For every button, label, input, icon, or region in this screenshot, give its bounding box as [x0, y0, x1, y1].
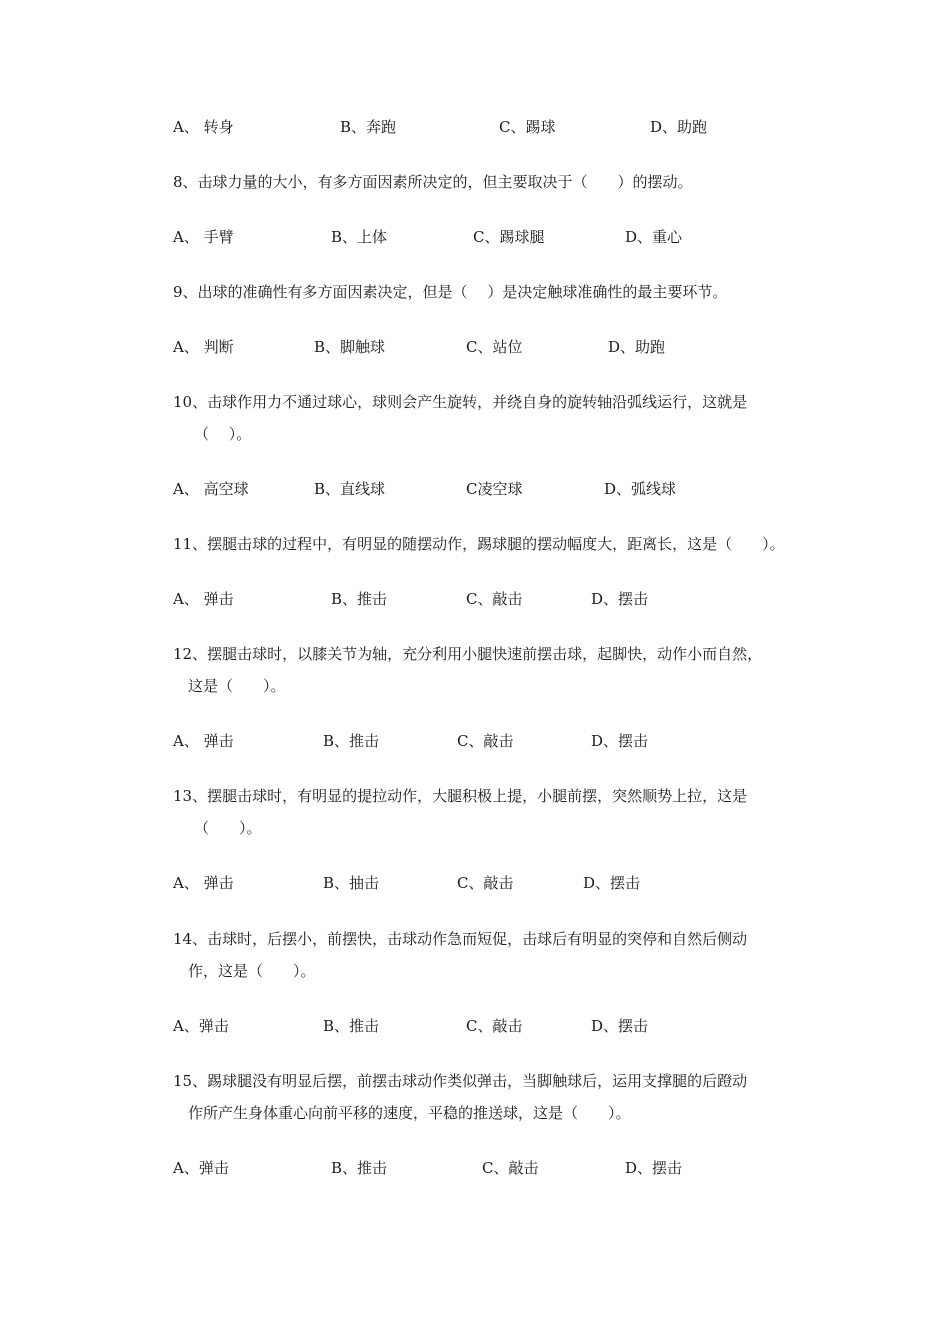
q13-option-a: A、 弹击 [173, 874, 234, 892]
q9-option-b: B、脚触球 [314, 338, 386, 356]
q11-stem: 11、摆腿击球的过程中，有明显的随摆动作，踢球腿的摆动幅度大，距离长，这是（ ）。 [173, 535, 785, 553]
q13-stem-line-1: 13、摆腿击球时，有明显的提拉动作，大腿积极上提，小腿前摆，突然顺势上拉，这是 [173, 787, 748, 805]
q8-option-b: B、上体 [331, 228, 388, 246]
q10-option-a: A、 高空球 [173, 480, 249, 498]
q10-option-b: B、直线球 [314, 480, 386, 498]
q9-option-d: D、助跑 [608, 338, 666, 356]
q12-stem-line-1: 12、摆腿击球时，以膝关节为轴，充分利用小腿快速前摆击球，起脚快，动作小而自然， [173, 645, 763, 663]
q7-option-d: D、助跑 [650, 118, 708, 136]
q12-option-a: A、 弹击 [173, 732, 234, 750]
q14-option-c: C、敲击 [466, 1017, 523, 1035]
q13-option-d: D、摆击 [583, 874, 641, 892]
q14-stem-line-2: 作，这是（ ）。 [188, 962, 316, 980]
q11-option-a: A、 弹击 [173, 590, 234, 608]
q14-option-d: D、摆击 [591, 1017, 649, 1035]
q9-stem: 9、出球的准确性有多方面因素决定，但是（ ）是决定触球准确性的最主要环节。 [173, 283, 728, 301]
q15-option-a: A、弹击 [173, 1159, 229, 1177]
q15-option-b: B、推击 [331, 1159, 388, 1177]
q9-option-c: C、站位 [466, 338, 523, 356]
q13-option-b: B、抽击 [323, 874, 380, 892]
q8-option-c: C、踢球腿 [473, 228, 545, 246]
q10-option-c: C凌空球 [466, 480, 523, 498]
q13-option-c: C、敲击 [457, 874, 514, 892]
q12-option-d: D、摆击 [591, 732, 649, 750]
q7-option-c: C、踢球 [499, 118, 556, 136]
q10-stem-line-2: （ ）。 [194, 425, 252, 443]
q9-option-a: A、 判断 [173, 338, 234, 356]
q12-option-b: B、推击 [323, 732, 380, 750]
q11-option-b: B、推击 [331, 590, 388, 608]
q15-option-c: C、敲击 [482, 1159, 539, 1177]
q10-stem-line-1: 10、击球作用力不通过球心，球则会产生旋转，并绕自身的旋转轴沿弧线运行，这就是 [173, 393, 748, 411]
q10-option-d: D、弧线球 [604, 480, 677, 498]
q7-option-b: B、奔跑 [340, 118, 397, 136]
q11-option-d: D、摆击 [591, 590, 649, 608]
q13-stem-line-2: （ ）。 [194, 819, 262, 837]
q15-stem-line-1: 15、踢球腿没有明显后摆，前摆击球动作类似弹击，当脚触球后，运用支撑腿的后蹬动 [173, 1072, 748, 1090]
q8-option-a: A、 手臂 [173, 228, 234, 246]
q7-option-a: A、 转身 [173, 118, 234, 136]
q14-option-b: B、推击 [323, 1017, 380, 1035]
q12-option-c: C、敲击 [457, 732, 514, 750]
q8-option-d: D、重心 [625, 228, 683, 246]
q12-stem-line-2: 这是（ ）。 [188, 677, 286, 695]
q14-stem-line-1: 14、击球时，后摆小，前摆快，击球动作急而短促，击球后有明显的突停和自然后侧动 [173, 930, 748, 948]
q15-option-d: D、摆击 [625, 1159, 683, 1177]
q15-stem-line-2: 作所产生身体重心向前平移的速度，平稳的推送球，这是（ ）。 [188, 1104, 631, 1122]
q11-option-c: C、敲击 [466, 590, 523, 608]
q14-option-a: A、弹击 [173, 1017, 229, 1035]
q8-stem: 8、击球力量的大小，有多方面因素所决定的，但主要取决于（ ）的摆动。 [173, 173, 693, 191]
